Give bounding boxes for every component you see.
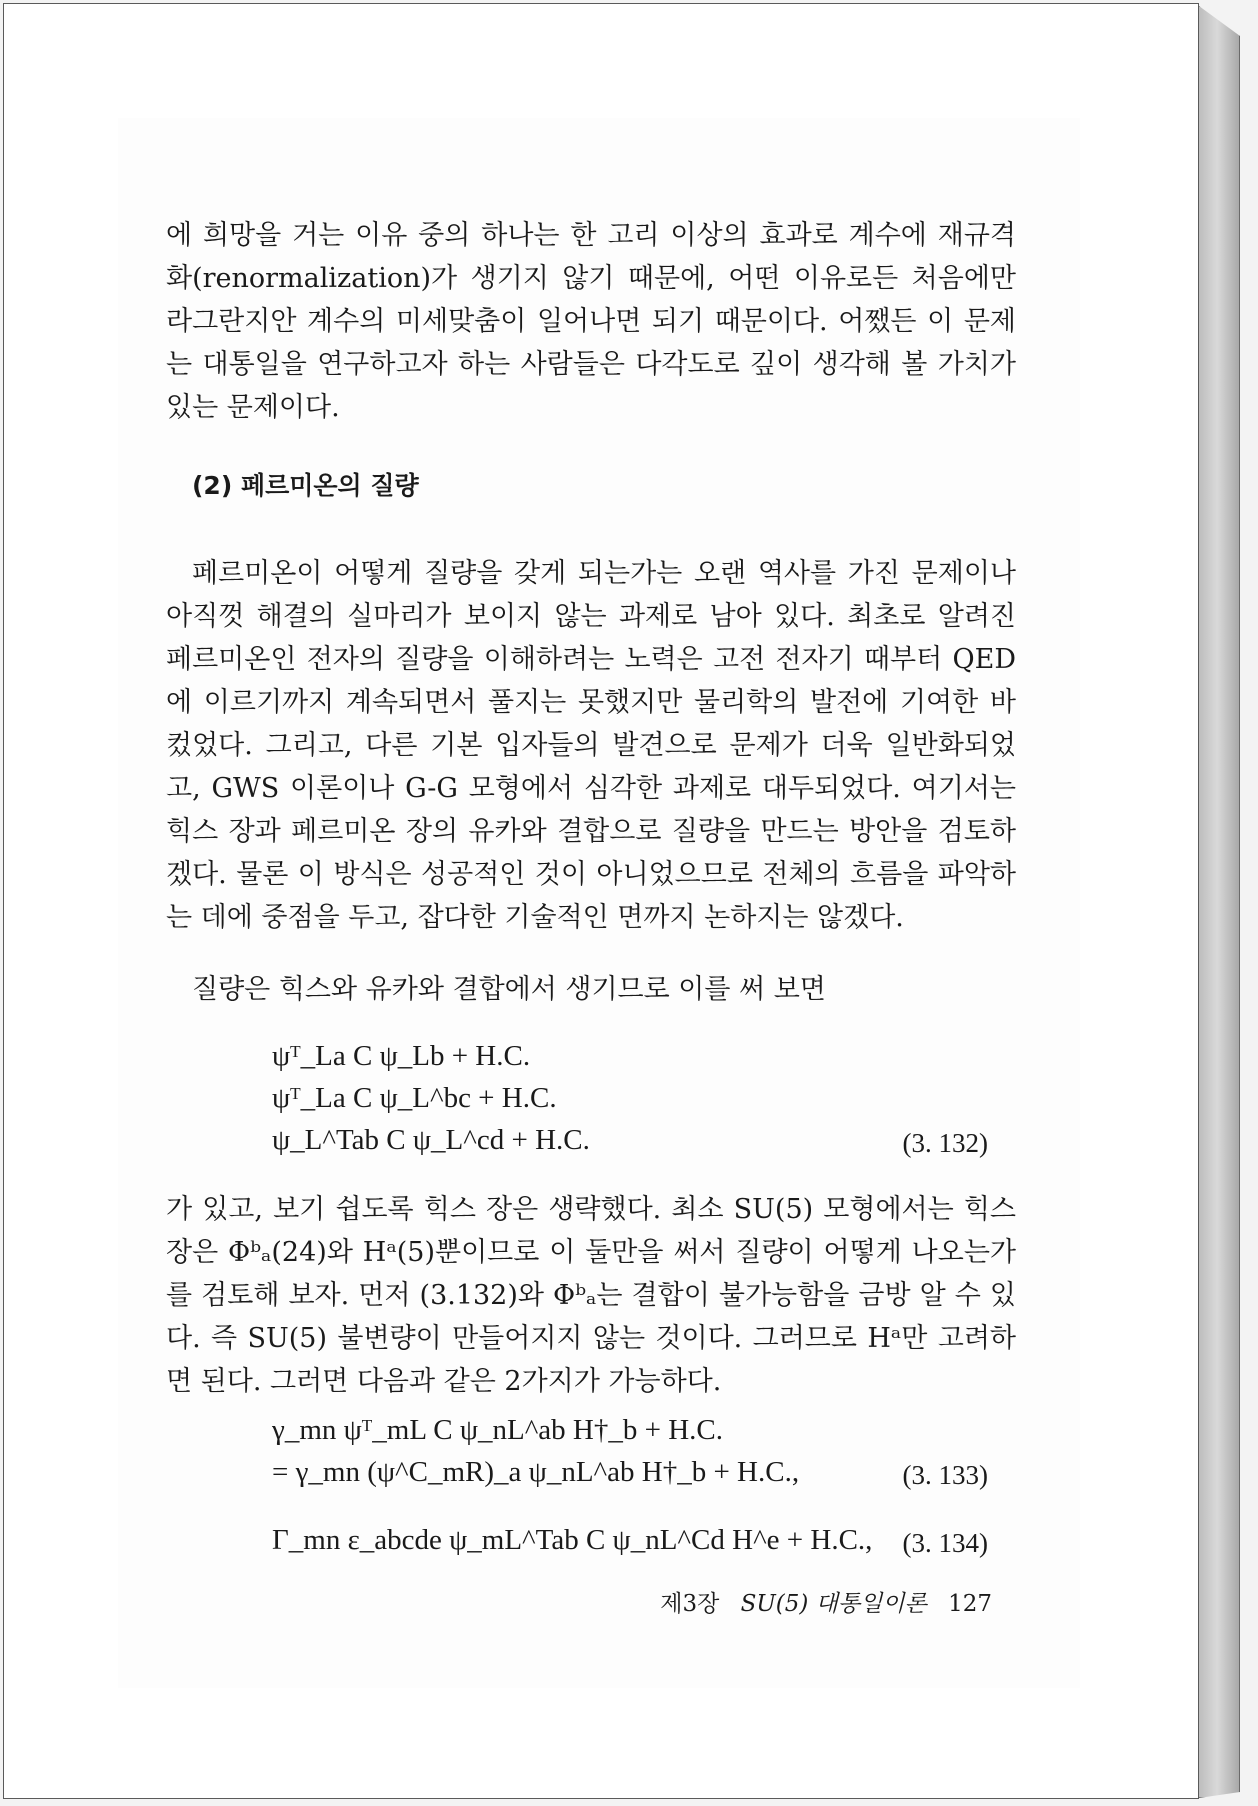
page-number: 127	[948, 1591, 992, 1617]
equation-line-1: ψᵀ_La C ψ_Lb + H.C.	[272, 1040, 531, 1072]
paragraph-1: 에 희망을 거는 이유 중의 하나는 한 고리 이상의 효과로 계수에 재규격화(renormalization)가 생기지 않기 때문에, 어떤 이유로든 처음에만 라그란지안 계수의 미세맞춤이 일어나면 되기 때문이다. 어쨌든 이 문제는 대통일을 연구하고자 하는 사람들은 다각도로 깊이 생각해 볼 가치가 있는 문제이다.	[166, 220, 1016, 423]
paragraph-3: 질량은 힉스와 유카와 결합에서 생기므로 이를 써 보면	[192, 974, 826, 1005]
footer-chapter: 제3장	[660, 1591, 720, 1617]
section-heading: (2) 페르미온의 질량	[192, 471, 419, 500]
running-footer	[646, 1585, 992, 1618]
equation-number-133: (3. 133)	[902, 1460, 988, 1490]
footer-title: SU(5) 대통일이론	[740, 1591, 927, 1617]
equation-line-5: = γ_mn (ψ^C_mR)_a ψ_nL^ab H†_b + H.C.,	[272, 1456, 800, 1488]
equation-line-3: ψ_L^Tab C ψ_L^cd + H.C.	[272, 1124, 590, 1156]
page-stack-edge	[1199, 6, 1240, 1798]
equation-number-134: (3. 134)	[902, 1528, 988, 1558]
paragraph-4: 가 있고, 보기 쉽도록 힉스 장은 생략했다. 최소 SU(5) 모형에서는 힉스 장은 Φᵇₐ(24)와 Hᵃ(5)뿐이므로 이 둘만을 써서 질량이 어떻게 나오는가를 검토해 보자. 먼저 (3.132)와 Φᵇₐ는 결합이 불가능함을 금방 알 수 있다. 즉 SU(5) 불변량이 만들어지지 않는 것이다. 그러므로 Hᵃ만 고려하면 된다. 그러면 다음과 같은 2가지가 가능하다.	[166, 1194, 1016, 1397]
paragraph-2: 페르미온이 어떻게 질량을 갖게 되는가는 오랜 역사를 가진 문제이나 아직껏 해결의 실마리가 보이지 않는 과제로 남아 있다. 최초로 알려진 페르미온인 전자의 질량을 이해하려는 노력은 고전 전자기 때부터 QED에 이르기까지 계속되면서 풀지는 못했지만 물리학의 발전에 기여한 바 컸었다. 그리고, 다른 기본 입자들의 발견으로 문제가 더욱 일반화되었고, GWS 이론이나 G-G 모형에서 심각한 과제로 대두되었다. 여기서는 힉스 장과 페르미온 장의 유카와 결합으로 질량을 만드는 방안을 검토하겠다. 물론 이 방식은 성공적인 것이 아니었으므로 전체의 흐름을 파악하는 데에 중점을 두고, 잡다한 기술적인 면까지 논하지는 않겠다.	[166, 558, 1016, 933]
equation-number-132: (3. 132)	[902, 1128, 988, 1158]
equation-line-4: γ_mn ψᵀ_mL C ψ_nL^ab H†_b + H.C.	[272, 1414, 724, 1446]
equation-line-6: Γ_mn ε_abcde ψ_mL^Tab C ψ_nL^Cd H^e + H.C.,	[272, 1524, 873, 1556]
equation-line-2: ψᵀ_La C ψ_L^bc + H.C.	[272, 1082, 557, 1114]
